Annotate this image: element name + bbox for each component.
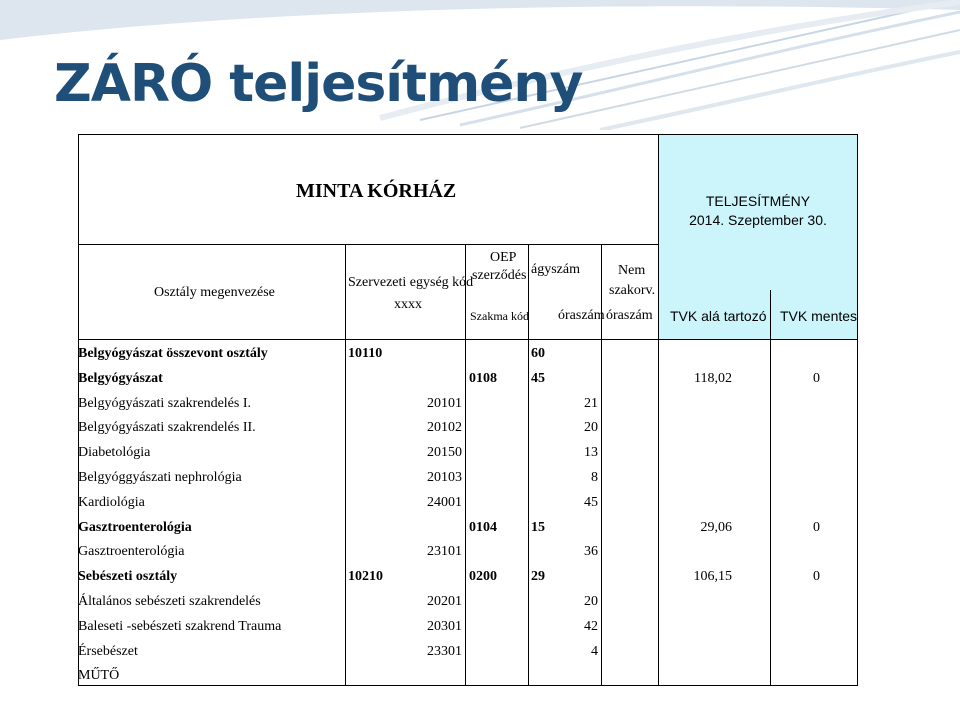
header-rule-top bbox=[78, 244, 658, 245]
performance-date: 2014. Szeptember 30. bbox=[689, 212, 827, 228]
cell-ora: 8 bbox=[591, 470, 598, 485]
cell-ora: 21 bbox=[584, 395, 598, 411]
cell-agy: 29 bbox=[531, 569, 545, 585]
col-header-tvk-free: TVK mentes bbox=[780, 308, 858, 324]
cell-name: Kardiológia bbox=[78, 494, 145, 510]
cell-org: 10110 bbox=[348, 346, 383, 361]
cell-free: 0 bbox=[813, 370, 820, 386]
col-rule-2 bbox=[465, 244, 466, 686]
cell-ora: 42 bbox=[584, 618, 598, 634]
col-header-org-code-sub: xxxx bbox=[394, 297, 422, 312]
col-header-szakma: Szakma kód bbox=[470, 309, 529, 323]
col-header-agyszam: ágyszám bbox=[531, 262, 580, 277]
cell-ora: 45 bbox=[584, 494, 598, 510]
cell-sub: 20201 bbox=[427, 594, 462, 609]
cell-name: Belgyógyászati szakrendelés II. bbox=[78, 420, 256, 436]
cell-tvk: 106,15 bbox=[693, 569, 732, 585]
cell-sub: 20102 bbox=[427, 420, 462, 436]
col-header-tvk-in: TVK alá tartozó bbox=[670, 308, 767, 324]
cell-sub: 20301 bbox=[427, 618, 462, 634]
cell-name: Baleseti -sebészeti szakrend Trauma bbox=[78, 618, 282, 634]
cell-szakma: 0200 bbox=[469, 569, 497, 585]
cell-agy: 60 bbox=[531, 346, 545, 361]
cell-tvk: 118,02 bbox=[694, 370, 732, 386]
cell-name: Érsebészet bbox=[78, 643, 138, 659]
cell-ora: 36 bbox=[584, 544, 598, 560]
col-header-oraszam: óraszám bbox=[558, 308, 605, 323]
col-header-oep-2: szerződés bbox=[472, 268, 527, 283]
cell-sub: 20101 bbox=[427, 395, 462, 411]
cell-szakma: 0108 bbox=[469, 370, 497, 386]
hospital-name: MINTA KÓRHÁZ bbox=[296, 180, 457, 202]
col-header-nem-3: óraszám bbox=[606, 308, 653, 323]
col-header-nem-2: szakorv. bbox=[609, 283, 656, 298]
performance-label: TELJESÍTMÉNY bbox=[705, 193, 811, 209]
cell-ora: 4 bbox=[591, 643, 598, 659]
col-header-oep-1: OEP bbox=[490, 250, 517, 265]
cell-name: Diabetológia bbox=[78, 445, 151, 461]
cell-name: Belgyógyászati szakrendelés I. bbox=[78, 395, 251, 411]
cell-sub: 20103 bbox=[427, 470, 462, 485]
cell-name: Belgyógyászat bbox=[78, 370, 163, 386]
cell-name: MŰTŐ bbox=[78, 668, 120, 684]
col-header-org-code: Szervezeti egység kód bbox=[348, 275, 474, 290]
col-header-name: Osztály megenvezése bbox=[154, 285, 275, 300]
cell-tvk: 29,06 bbox=[700, 519, 732, 535]
cell-name: Általános sebészeti szakrendelés bbox=[78, 594, 261, 609]
cell-ora: 13 bbox=[584, 445, 598, 461]
cell-name: Gasztroenterológia bbox=[78, 519, 192, 535]
header-rule-bottom bbox=[78, 339, 858, 340]
cell-name: Sebészeti osztály bbox=[78, 569, 178, 585]
cell-agy: 15 bbox=[531, 519, 545, 535]
cell-sub: 23301 bbox=[427, 643, 462, 659]
cell-szakma: 0104 bbox=[469, 519, 497, 535]
cell-agy: 45 bbox=[531, 370, 545, 386]
cell-org: 10210 bbox=[348, 569, 383, 585]
cell-sub: 20150 bbox=[427, 445, 462, 461]
col-header-nem-1: Nem bbox=[618, 263, 646, 278]
cell-free: 0 bbox=[813, 569, 820, 585]
col-rule-6 bbox=[770, 290, 771, 686]
cell-ora: 20 bbox=[584, 594, 598, 609]
cell-name: Gasztroenterológia bbox=[78, 544, 185, 560]
cell-name: Belgyógyászat összevont osztály bbox=[78, 346, 268, 361]
cell-name: Belgyóggyászati nephrológia bbox=[78, 470, 242, 485]
cell-sub: 23101 bbox=[427, 544, 462, 560]
cell-ora: 20 bbox=[584, 420, 598, 436]
cell-free: 0 bbox=[813, 519, 820, 535]
slide-title: ZÁRÓ teljesítmény bbox=[54, 54, 583, 114]
cell-sub: 24001 bbox=[427, 494, 462, 510]
